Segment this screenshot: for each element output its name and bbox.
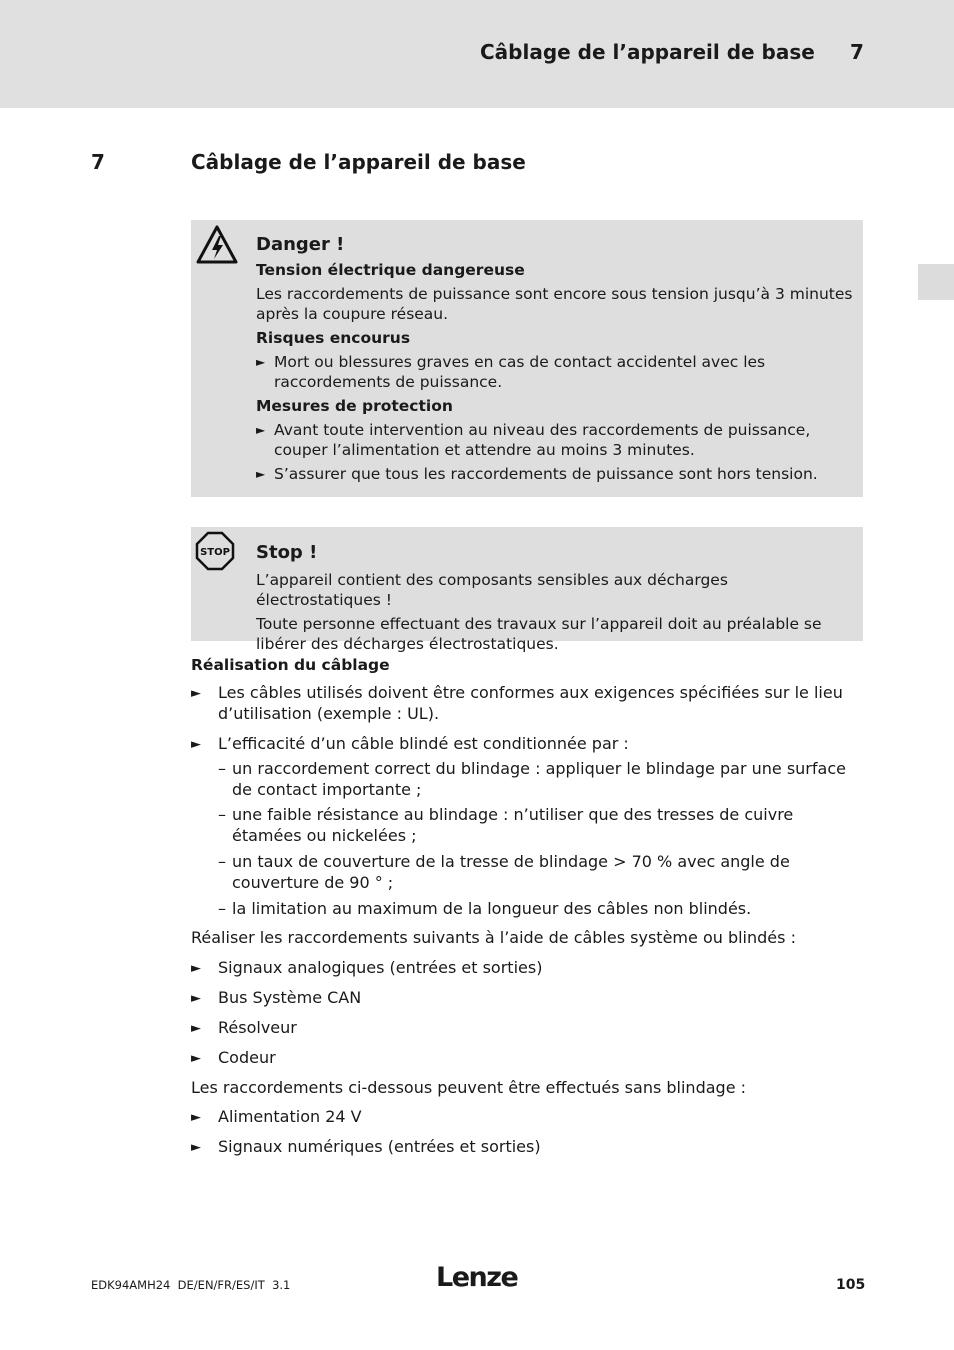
paragraph: Réaliser les raccordements suivants à l’aide de câbles système ou blindés : <box>191 928 796 947</box>
danger-text: Les raccordements de puissance sont encore sous tension jusqu’à 3 minutes après la coupure réseau. <box>256 285 853 323</box>
triangle-bullet-icon: ► <box>191 1021 201 1036</box>
stop-heading: Stop ! <box>256 542 318 563</box>
chapter-title: Câblage de l’appareil de base <box>191 150 526 174</box>
page-number: 105 <box>836 1277 866 1293</box>
list-item: ► L’efficacité d’un câble blindé est conditionnée par : <box>191 734 629 753</box>
list-item: ► Les câbles utilisés doivent être conformes aux exigences spécifiées sur le lieu d’utilisation (exemple : UL). <box>191 683 843 723</box>
running-header-chapter-number: 7 <box>850 40 864 64</box>
risk-item: ► Mort ou blessures graves en cas de contact accidentel avec les raccordements de puissance. <box>256 353 766 391</box>
chapter-tab-marker <box>918 264 954 300</box>
dash-item: – un raccordement correct du blindage : appliquer le blindage par une surface de contact importante ; <box>218 759 846 799</box>
high-voltage-warning-icon <box>195 224 239 270</box>
measure-item: ► Avant toute intervention au niveau des raccordements de puissance, couper l’alimentation et attendre au moins 3 minutes. <box>256 421 811 459</box>
dash-item: – un taux de couverture de la tresse de blindage > 70 % avec angle de couverture de 90 ° ; <box>218 852 790 892</box>
triangle-bullet-icon: ► <box>256 423 266 437</box>
stop-text: L’appareil contient des composants sensibles aux décharges électrostatiques ! <box>256 571 728 609</box>
danger-subheading-measures: Mesures de protection <box>256 397 453 415</box>
triangle-bullet-icon: ► <box>256 355 266 369</box>
triangle-bullet-icon: ► <box>191 1140 201 1155</box>
svg-text:STOP: STOP <box>200 547 230 558</box>
list-item: ► Codeur <box>191 1048 276 1067</box>
chapter-number: 7 <box>91 150 105 174</box>
triangle-bullet-icon: ► <box>256 467 266 481</box>
wiring-section <box>191 655 863 1157</box>
danger-heading: Danger ! <box>256 234 345 255</box>
triangle-bullet-icon: ► <box>191 961 201 976</box>
danger-notice <box>191 220 863 497</box>
triangle-bullet-icon: ► <box>191 737 201 752</box>
running-header-title: Câblage de l’appareil de base <box>480 40 815 64</box>
list-item: ► Signaux numériques (entrées et sorties) <box>191 1137 541 1156</box>
list-item: ► Alimentation 24 V <box>191 1107 362 1126</box>
measure-item: ► S’assurer que tous les raccordements de puissance sont hors tension. <box>256 465 818 483</box>
lenze-logo: Lenze <box>436 1262 518 1293</box>
paragraph: Les raccordements ci-dessous peuvent être effectués sans blindage : <box>191 1078 747 1097</box>
danger-subheading-tension: Tension électrique dangereuse <box>256 261 525 279</box>
triangle-bullet-icon: ► <box>191 991 201 1006</box>
list-item: ► Résolveur <box>191 1018 297 1037</box>
triangle-bullet-icon: ► <box>191 1110 201 1125</box>
triangle-bullet-icon: ► <box>191 1051 201 1066</box>
list-item: ► Signaux analogiques (entrées et sorties) <box>191 958 543 977</box>
document-id: EDK94AMH24 DE/EN/FR/ES/IT 3.1 <box>91 1278 291 1292</box>
triangle-bullet-icon: ► <box>191 686 201 701</box>
section-heading: Réalisation du câblage <box>191 656 390 674</box>
stop-octagon-icon <box>195 531 235 575</box>
dash-item: – une faible résistance au blindage : n’utiliser que des tresses de cuivre étamées ou nickelées ; <box>218 805 794 845</box>
stop-text: Toute personne effectuant des travaux sur l’appareil doit au préalable se libérer des décharges électrostatiques. <box>256 615 822 653</box>
danger-subheading-risks: Risques encourus <box>256 329 411 347</box>
stop-notice <box>191 527 863 653</box>
list-item: ► Bus Système CAN <box>191 988 362 1007</box>
dash-item: – la limitation au maximum de la longueur des câbles non blindés. <box>218 899 752 918</box>
